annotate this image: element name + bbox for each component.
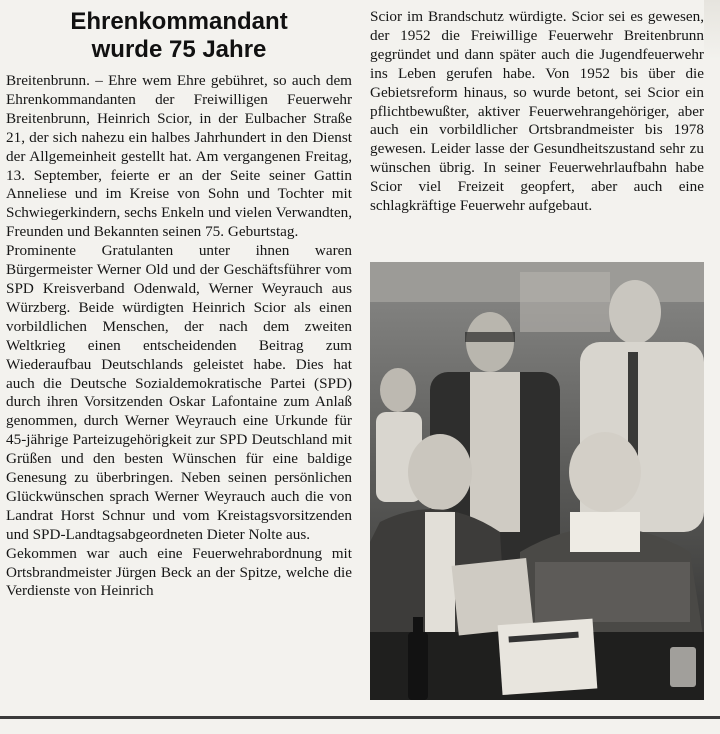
headline-line-2: wurde 75 Jahre bbox=[91, 36, 267, 63]
bottom-rule bbox=[0, 716, 720, 719]
left-column bbox=[6, 8, 352, 601]
article-photo bbox=[370, 262, 704, 700]
group-photo-illustration bbox=[370, 262, 704, 700]
adjacent-column-bleed bbox=[704, 0, 720, 60]
paragraph-guests: Prominente Gratulanten unter ihnen waren Bürgermeister Werner Old und der Geschäftsführer vom SPD Kreisverband Odenwald, Werner Weyrauch aus Würzberg. Beide würdigten Heinrich Scior als einen vorbildlichen Menschen, der nach dem zweiten Weltkrieg einen entscheidenden Beitrag zum Wiederaufbau Deutschlands geleistet habe. Dies hat auch die Deutsche Sozialdemokratische Partei (SPD) durch ihren Vorsitzenden Oskar Lafontaine zum Anlaß genommen, durch Werner Weyrauch eine Urkunde für 45-jährige Parteizugehörigkeit zur SPD Deutschland mit Grüßen und den besten Wünschen für eine baldige Genesung zu überbringen. Neben seinen persönlichen Glückwünschen sprach Werner Weyrauch auch die von Landrat Horst Schnur und vom Kreistagsvorsitzenden und SPD-Landtagsabgeordneten Dieter Nolte aus. bbox=[6, 242, 352, 543]
paragraph-fire-brigade: Gekommen war auch eine Feuerwehrabordnung mit Ortsbrandmeister Jürgen Beck an der Spitze, welche die Verdienste von Heinrich bbox=[6, 544, 352, 600]
right-column bbox=[370, 8, 704, 216]
article-headline bbox=[6, 8, 352, 64]
paragraph-intro: Breitenbrunn. – Ehre wem Ehre gebühret, so auch dem Ehrenkommandanten der Freiwilligen Feuerwehr Breitenbrunn, Heinrich Scior, in der Eulbacher Straße 21, der sich nahezu ein halbes Jahrhundert in den Dienst der Allgemeinheit gestellt hat. Am vergangenen Freitag, 13. September, feierte er an der Seite seiner Gattin Anneliese und im Kreise von Sohn und Tochter mit Schwiegerkindern, sechs Enkeln und vielen Verwandten, Freunden und Bekannten seinen 75. Geburtstag. bbox=[6, 72, 352, 241]
headline-line-1: Ehrenkommandant bbox=[70, 8, 288, 35]
paragraph-continued: Scior im Brandschutz würdigte. Scior sei es gewesen, der 1952 die Freiwillige Feuerwehr Breitenbrunn gegründet und dann später auch die Jugendfeuerwehr ins Leben gerufen habe. Von 1952 bis über die Gebietsreform hinaus, so wurde betont, sei Scior ein pflichtbewußter, aktiver Feuerwehrangehöriger, aber auch ein vorbildlicher Ortsbrandmeister bis 1978 gewesen. Leider lasse der Gesundheitszustand sehr zu wünschen übrig. In seiner Feuerwehrlaufbahn habe Scior viel Freizeit geopfert, aber auch eine schlagkräftige Feuerwehr aufgebaut. bbox=[370, 8, 704, 215]
